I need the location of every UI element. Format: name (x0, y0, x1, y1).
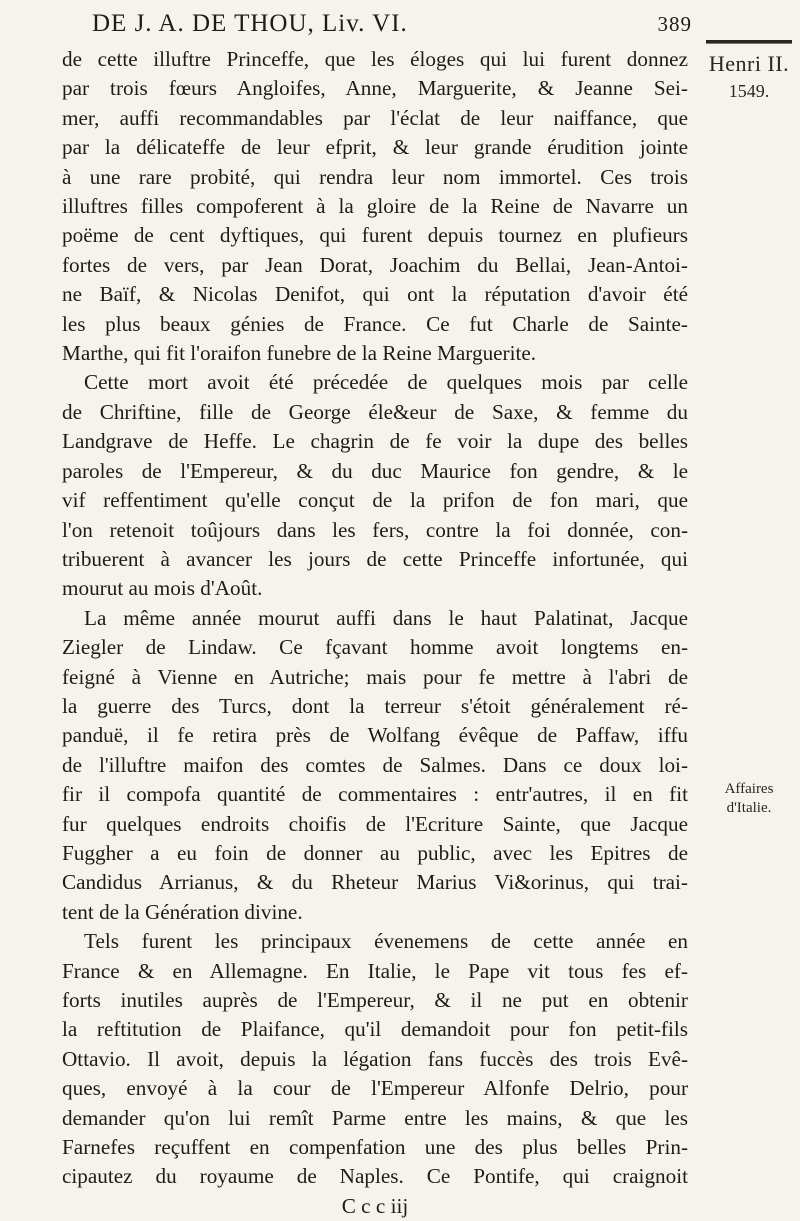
signature-mark: C c c iij (341, 1193, 409, 1218)
text-line: fir il compofa quantité de commentaires : entr'autres, il en fit (62, 782, 688, 807)
margin-year: 1549. (728, 81, 770, 101)
text-line: Marthe, qui fit l'oraifon funebre de la Reine Marguerite. (62, 341, 537, 366)
text-line: demander qu'on lui remît Parme entre les mains, & que les (62, 1105, 688, 1130)
text-line: Landgrave de Heffe. Le chagrin de fe voir la dupe des belles (62, 429, 688, 454)
text-line: de Chriftine, fille de George éle&eur de Saxe, & femme du (62, 399, 688, 424)
text-line: forts inutiles auprès de l'Empereur, & il ne put en obtenir (62, 988, 688, 1012)
text-line: par trois fœurs Angloifes, Anne, Marguerite, & Jeanne Sei- (62, 76, 688, 101)
text-line: fortes de vers, par Jean Dorat, Joachim du Bellai, Jean-Antoi- (62, 252, 688, 277)
text-line: vif reffentiment qu'elle conçut de la prifon de fon mari, que (62, 488, 688, 513)
text-line: par la délicateffe de leur efprit, & leur grande érudition jointe (62, 135, 688, 160)
text-line: paroles de l'Empereur, & du duc Maurice fon gendre, & le (62, 458, 688, 483)
margin-note-reign (702, 40, 796, 104)
text-line: à une rare probité, qui rendra leur nom immortel. Ces trois (62, 164, 688, 189)
margin-affaires-line2: d'Italie. (726, 800, 772, 816)
text-line: tribuerent à avancer les jours de cette Princeffe infortunée, qui (62, 546, 688, 571)
text-line: illuftres filles compoferent à la gloire de la Reine de Navarre un (62, 194, 688, 219)
text-line: Cette mort avoit été précedée de quelques mois par celle (84, 370, 688, 395)
text-line: tent de la Génération divine. (62, 899, 303, 924)
text-line: mer, auffi recommandables par l'éclat de leur naiffance, que (62, 105, 688, 130)
text-line: Farnefes reçuffent en compenfation une des plus belles Prin- (62, 1135, 688, 1160)
text-line: mourut au mois d'Août. (62, 576, 263, 601)
text-line: cipautez du royaume de Naples. Ce Pontife, qui craignoit (62, 1164, 688, 1189)
text-line: de l'illuftre maifon des comtes de Salmes. Dans ce doux loi- (62, 752, 688, 777)
text-line: poëme de cent dyftiques, qui furent depuis tournez en plufieurs (62, 223, 688, 248)
margin-affaires-line1: Affaires (724, 781, 774, 797)
text-line: France & en Allemagne. En Italie, le Pape vit tous fes ef- (62, 958, 688, 983)
text-line: fur quelques endroits choifis de l'Ecriture Sainte, que Jacque (62, 811, 688, 836)
text-line: les plus beaux génies de France. Ce fut Charle de Sainte- (62, 311, 688, 336)
margin-reign-title: Henri II. (708, 51, 790, 76)
text-line: panduë, il fe retira près de Wolfang évêque de Paffaw, iffu (62, 723, 688, 748)
text-line: l'on retenoit toûjours dans les fers, contre la foi donnée, con- (62, 517, 688, 542)
running-header (92, 10, 692, 38)
text-line: feigné à Vienne en Autriche; mais pour fe mettre à l'abri de (62, 664, 688, 689)
running-title: DE J. A. DE THOU, Liv. VI. (92, 10, 408, 37)
text-line: de cette illuftre Princeffe, que les éloges qui lui furent donnez (62, 47, 688, 71)
text-line: la reftitution de Plaifance, qu'il demandoit pour fon petit-fils (62, 1017, 688, 1042)
margin-rule (706, 40, 792, 44)
text-line: ques, envoyé à la cour de l'Empereur Alfonfe Delrio, pour (62, 1076, 688, 1101)
body-text (62, 45, 688, 1221)
text-line: ne Baïf, & Nicolas Denifot, qui ont la réputation d'avoir été (62, 282, 688, 307)
text-line: Tels furent les principaux évenemens de cette année en (84, 929, 688, 954)
text-line: la guerre des Turcs, dont la terreur s'étoit généralement ré- (62, 693, 688, 718)
text-line: Candidus Arrianus, & du Rheteur Marius Vi&orinus, qui trai- (62, 870, 688, 895)
text-line: Ottavio. Il avoit, depuis la légation fans fuccès des trois Evê- (62, 1046, 688, 1071)
page-number: 389 (657, 12, 692, 36)
text-line: La même année mourut auffi dans le haut Palatinat, Jacque (84, 605, 688, 630)
text-line: Ziegler de Lindaw. Ce fçavant homme avoit longtems en- (62, 635, 688, 660)
text-line: Fuggher a eu foin de donner au public, avec les Epitres de (62, 840, 688, 865)
margin-note-affaires (702, 780, 796, 818)
